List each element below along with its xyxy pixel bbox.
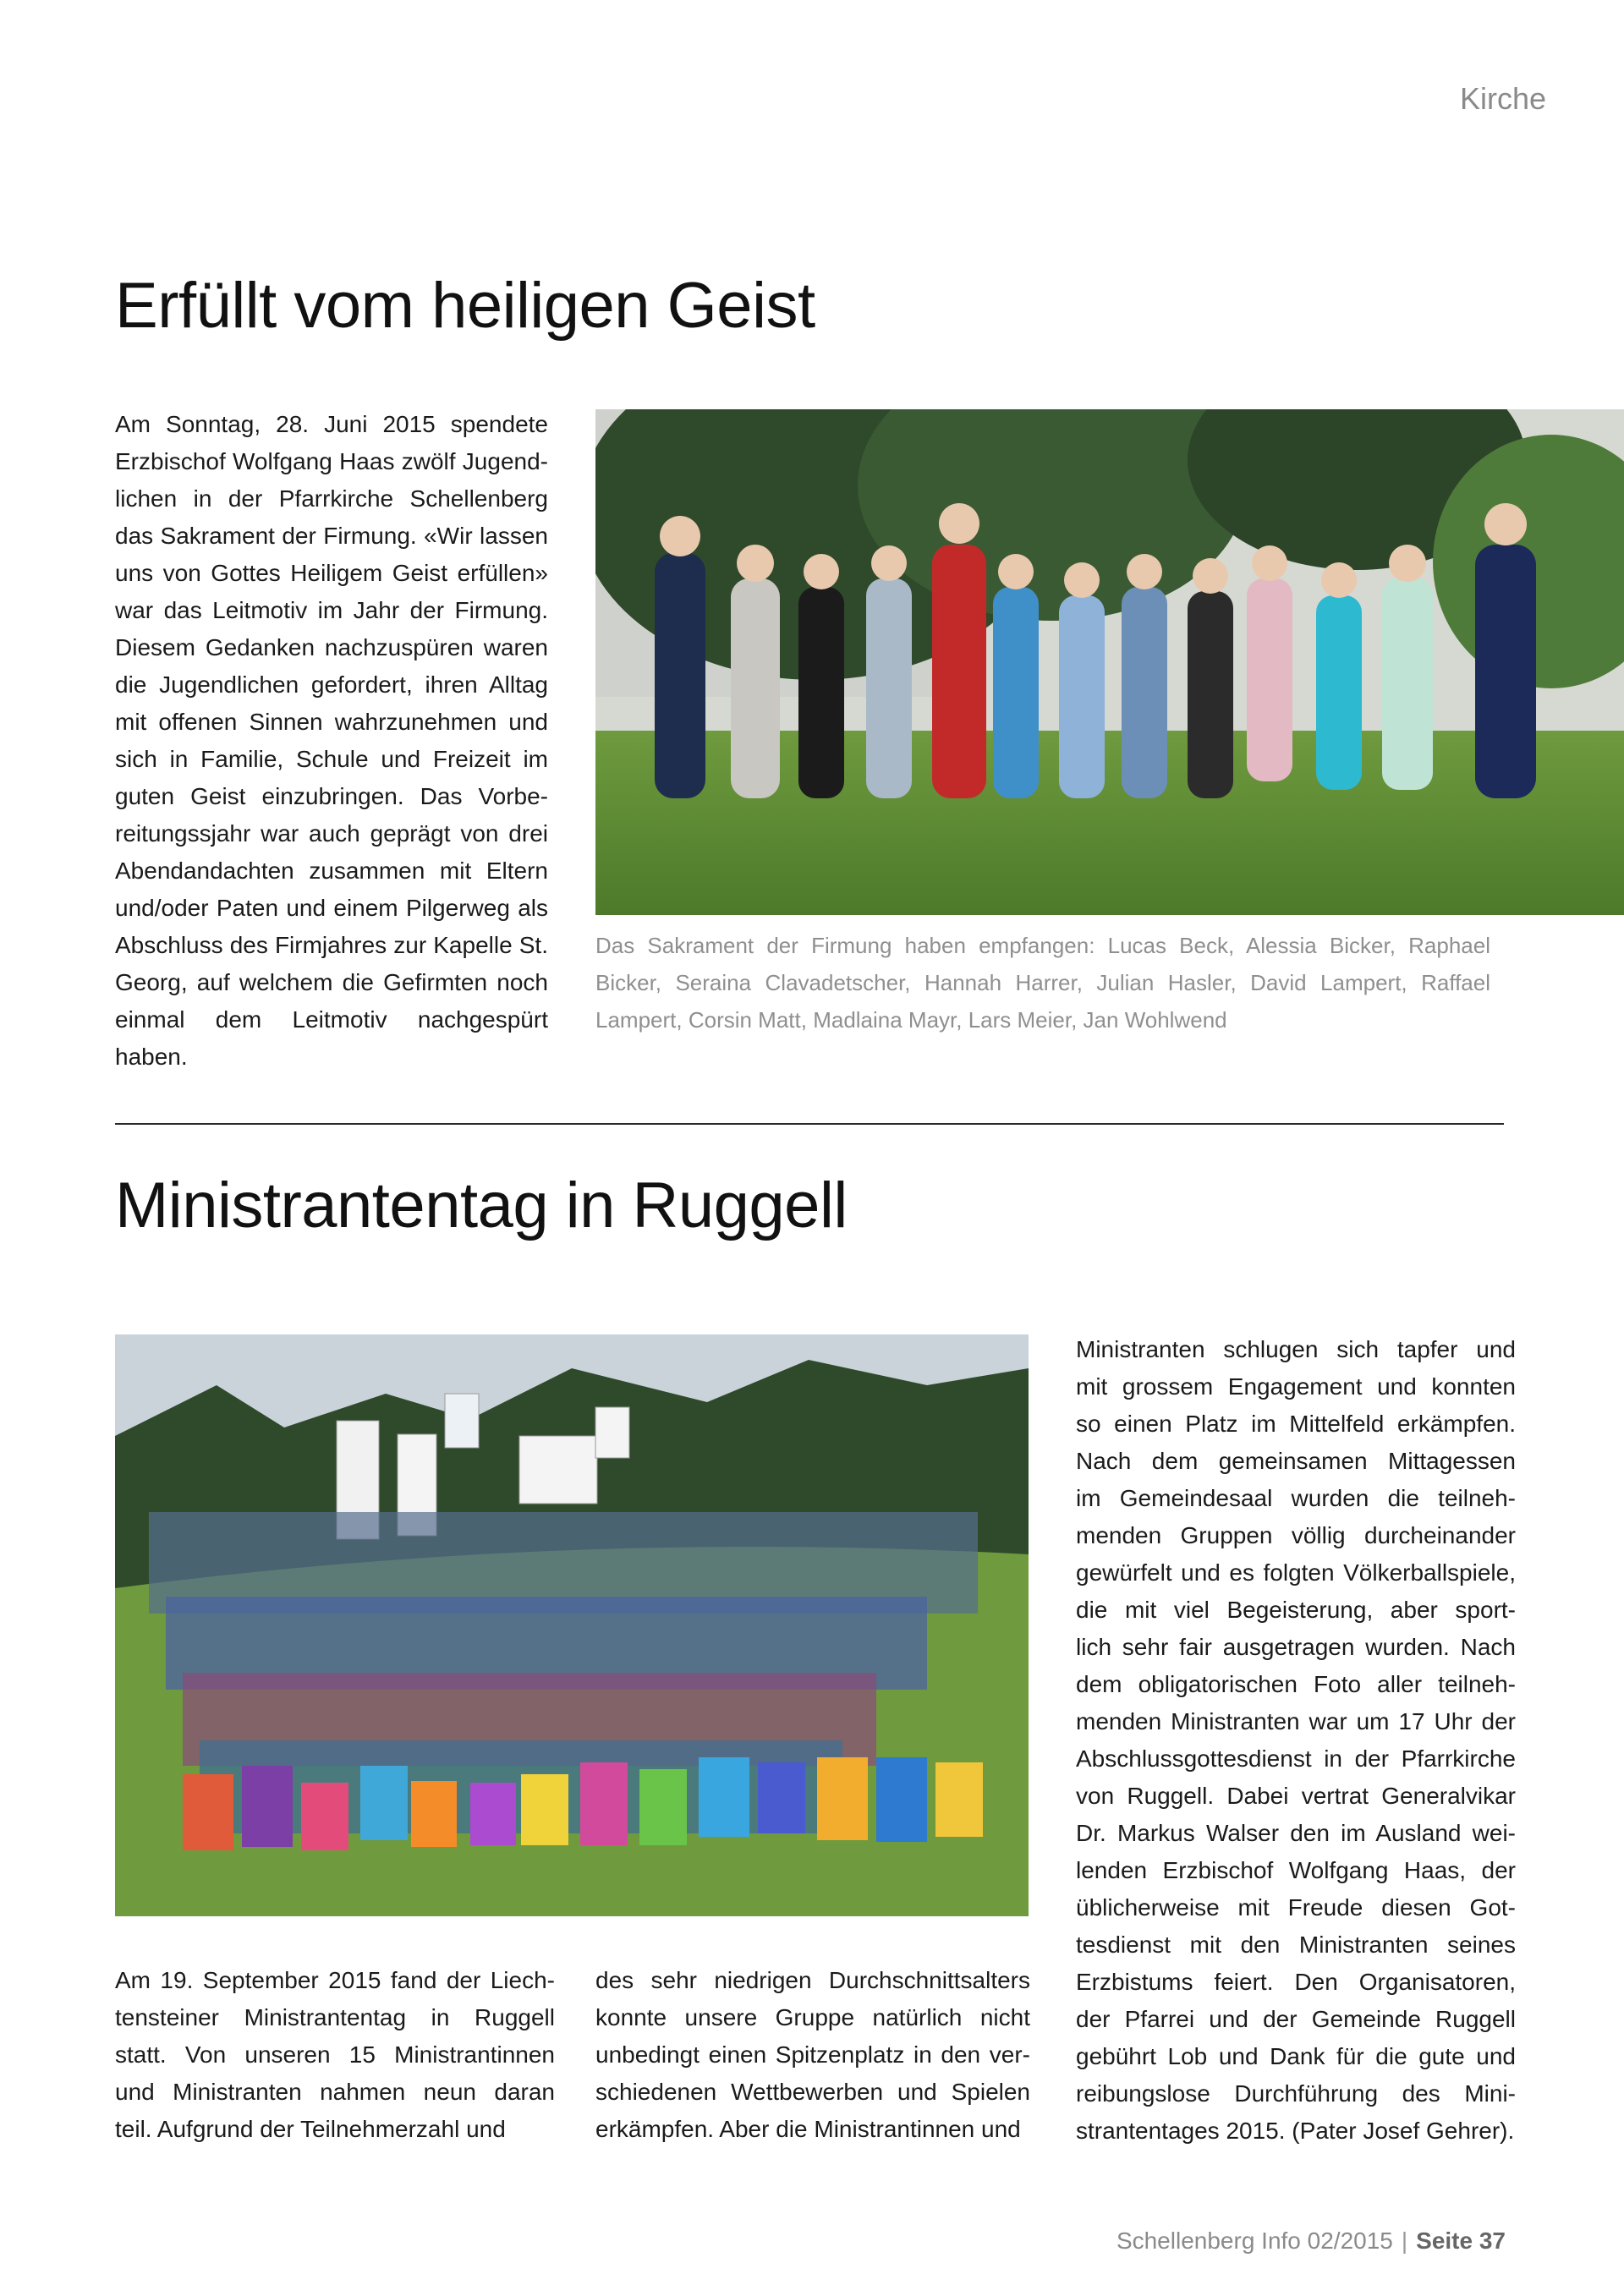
- body-text-line: menden Ministranten war um 17 Uhr der: [1076, 1708, 1516, 1734]
- body-text-line: unbedingt einen Spitzenplatz in den ver-: [595, 2041, 1030, 2068]
- body-text-line: Nach dem gemeinsamen Mittagessen: [1076, 1448, 1516, 1474]
- body-text-line: war das Leitmotiv im Jahr der Firmung.: [115, 597, 548, 623]
- body-text-line: erkämpfen. Aber die Ministrantinnen und: [595, 2116, 1021, 2142]
- page-footer: [1116, 2228, 1506, 2255]
- footer-publication: Schellenberg Info 02/2015: [1116, 2228, 1393, 2254]
- photo-caption-firmung: [595, 927, 1490, 1038]
- article-body-col1: [115, 1962, 555, 2148]
- body-text-line: gewürfelt und es folgten Völkerballspiele,: [1076, 1559, 1516, 1586]
- body-text-line: guten Geist einzubringen. Das Vorbe-: [115, 783, 548, 809]
- body-text-line: so einen Platz im Mittelfeld erkämpfen.: [1076, 1411, 1516, 1437]
- body-text-line: lenden Erzbischof Wolfgang Haas, der: [1076, 1857, 1516, 1883]
- section-label: Kirche: [1460, 81, 1547, 116]
- body-text-line: gebührt Lob und Dank für die gute und: [1076, 2043, 1516, 2069]
- body-text-line: Abschluss des Firmjahres zur Kapelle St.: [115, 932, 548, 958]
- body-text-line: mit grossem Engagement und konnten: [1076, 1373, 1516, 1400]
- caption-line: Das Sakrament der Firmung haben empfangen: Lucas Beck, Alessia Bicker, Raphael: [595, 933, 1490, 958]
- body-text-line: einmal dem Leitmotiv nachgespürt haben.: [115, 1006, 548, 1070]
- body-text-line: die mit viel Begeisterung, aber sport-: [1076, 1597, 1516, 1623]
- body-text-line: von Ruggell. Dabei vertrat Generalvikar: [1076, 1783, 1516, 1809]
- footer-separator: |: [1401, 2228, 1408, 2254]
- body-text-line: im Gemeindesaal wurden die teilneh-: [1076, 1485, 1516, 1511]
- body-text-line: tensteiner Ministrantentag in Ruggell: [115, 2004, 555, 2030]
- article-title-firmung: Erfüllt vom heiligen Geist: [115, 270, 815, 342]
- article-body-firmung: [115, 406, 548, 1076]
- photo-ministrant-group: [115, 1334, 1029, 1916]
- body-text-line: des sehr niedrigen Durchschnittsalters: [595, 1967, 1030, 1993]
- body-text-line: Am 19. September 2015 fand der Liech-: [115, 1967, 555, 1993]
- body-text-line: und/oder Paten und einem Pilgerweg als: [115, 895, 548, 921]
- body-text-line: statt. Von unseren 15 Ministrantinnen: [115, 2041, 555, 2068]
- caption-line: Lampert, Corsin Matt, Madlaina Mayr, Lars Meier, Jan Wohlwend: [595, 1007, 1227, 1033]
- body-text-line: der Pfarrei und der Gemeinde Ruggell: [1076, 2006, 1516, 2032]
- body-text-line: mit offenen Sinnen wahrzunehmen und: [115, 709, 548, 735]
- body-text-line: teil. Aufgrund der Teilnehmerzahl und: [115, 2116, 506, 2142]
- body-text-line: Georg, auf welchem die Gefirmten noch: [115, 969, 548, 995]
- body-text-line: Erzbistums feiert. Den Organisatoren,: [1076, 1969, 1516, 1995]
- body-text-line: konnte unsere Gruppe natürlich nicht: [595, 2004, 1030, 2030]
- article-body-col3: [1076, 1331, 1516, 2150]
- body-text-line: Ministranten schlugen sich tapfer und: [1076, 1336, 1516, 1362]
- body-text-line: schiedenen Wettbewerben und Spielen: [595, 2079, 1030, 2105]
- body-text-line: Abschlussgottesdienst in der Pfarrkirche: [1076, 1745, 1516, 1772]
- section-divider: [115, 1123, 1504, 1125]
- ministrant-photo-illustration: [115, 1334, 1029, 1916]
- caption-line: Bicker, Seraina Clavadetscher, Hannah Harrer, Julian Hasler, David Lampert, Raffael: [595, 970, 1490, 995]
- article-title-ministrantentag: Ministrantentag in Ruggell: [115, 1170, 848, 1241]
- body-text-line: menden Gruppen völlig durcheinander: [1076, 1522, 1516, 1548]
- body-text-line: reitungssjahr war auch geprägt von drei: [115, 820, 548, 847]
- article-body-col2: [595, 1962, 1030, 2148]
- body-text-line: sich in Familie, Schule und Freizeit im: [115, 746, 548, 772]
- body-text-line: dem obligatorischen Foto aller teilneh-: [1076, 1671, 1516, 1697]
- body-text-line: reibungslose Durchführung des Mini-: [1076, 2080, 1516, 2107]
- body-text-line: die Jugendlichen gefordert, ihren Alltag: [115, 671, 548, 698]
- page-number: Seite 37: [1416, 2228, 1506, 2254]
- photo-confirmation-group: [595, 409, 1624, 915]
- body-text-line: lich sehr fair ausgetragen wurden. Nach: [1076, 1634, 1516, 1660]
- body-text-line: und Ministranten nahmen neun daran: [115, 2079, 555, 2105]
- body-text-line: Abendandachten zusammen mit Eltern: [115, 858, 548, 884]
- body-text-line: Am Sonntag, 28. Juni 2015 spendete: [115, 411, 548, 437]
- confirmation-photo-illustration: [595, 409, 1624, 915]
- body-text-line: tesdienst mit den Ministranten seines: [1076, 1932, 1516, 1958]
- body-text-line: Erzbischof Wolfgang Haas zwölf Jugend-: [115, 448, 548, 474]
- body-text-line: Dr. Markus Walser den im Ausland wei-: [1076, 1820, 1516, 1846]
- body-text-line: lichen in der Pfarrkirche Schellenberg: [115, 485, 548, 512]
- body-text-line: uns von Gottes Heiligem Geist erfüllen»: [115, 560, 548, 586]
- body-text-line: das Sakrament der Firmung. «Wir lassen: [115, 523, 548, 549]
- body-text-line: Diesem Gedanken nachzuspüren waren: [115, 634, 548, 660]
- body-text-line: üblicherweise mit Freude diesen Got-: [1076, 1894, 1516, 1921]
- body-text-line: strantentages 2015. (Pater Josef Gehrer).: [1076, 2118, 1515, 2144]
